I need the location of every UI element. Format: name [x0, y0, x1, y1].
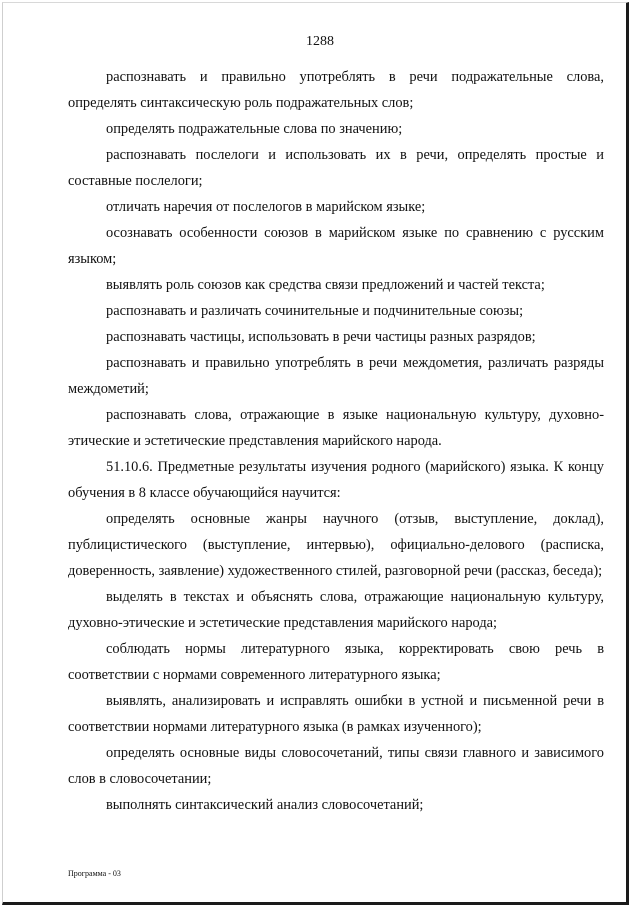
- paragraph: выполнять синтаксический анализ словосочетаний;: [106, 797, 424, 813]
- page-number: 1288: [306, 34, 334, 49]
- paragraph: выявлять роль союзов как средства связи предложений и частей текста;: [106, 277, 545, 293]
- section-heading-paragraph: 51.10.6. Предметные результаты изучения родного (марийского) языка. К концу обучения в 8 классе обучающийся научится:: [68, 459, 604, 501]
- paragraph: определять подражательные слова по значению;: [106, 121, 403, 137]
- paragraph: распознавать и различать сочинительные и подчинительные союзы;: [106, 303, 524, 319]
- paragraph: распознавать слова, отражающие в языке национальную культуру, духовно-этические и эстетические представления марийского народа.: [68, 407, 604, 449]
- footer-label: Программа - 03: [68, 869, 121, 878]
- paragraph: определять основные виды словосочетаний, типы связи главного и зависимого слов в словосочетании;: [68, 745, 604, 787]
- paragraph: отличать наречия от послелогов в марийском языке;: [106, 199, 426, 215]
- paragraph: распознавать послелоги и использовать их в речи, определять простые и составные послелоги;: [68, 147, 604, 189]
- paragraph: распознавать частицы, использовать в речи частицы разных разрядов;: [106, 329, 536, 345]
- paragraph: соблюдать нормы литературного языка, корректировать свою речь в соответствии с нормами современного литературного языка;: [68, 641, 604, 683]
- paragraph: распознавать и правильно употреблять в речи подражательные слова, определять синтаксическую роль подражательных слов;: [68, 69, 604, 111]
- paragraph: осознавать особенности союзов в марийском языке по сравнению с русским языком;: [68, 225, 604, 267]
- paragraph: выявлять, анализировать и исправлять ошибки в устной и письменной речи в соответствии нормами литературного языка (в рамках изученного);: [68, 693, 604, 735]
- paragraph: распознавать и правильно употреблять в речи междометия, различать разряды междометий;: [68, 355, 604, 397]
- document-body: [68, 64, 604, 818]
- paragraph: определять основные жанры научного (отзыв, выступление, доклад), публицистического (выступление, интервью), официально-делового (расписка, доверенность, заявление) художественного стилей, разговорной речи (рассказ, беседа);: [68, 511, 604, 579]
- paragraph: выделять в текстах и объяснять слова, отражающие национальную культуру, духовно-этические и эстетические представления марийского народа;: [68, 589, 604, 631]
